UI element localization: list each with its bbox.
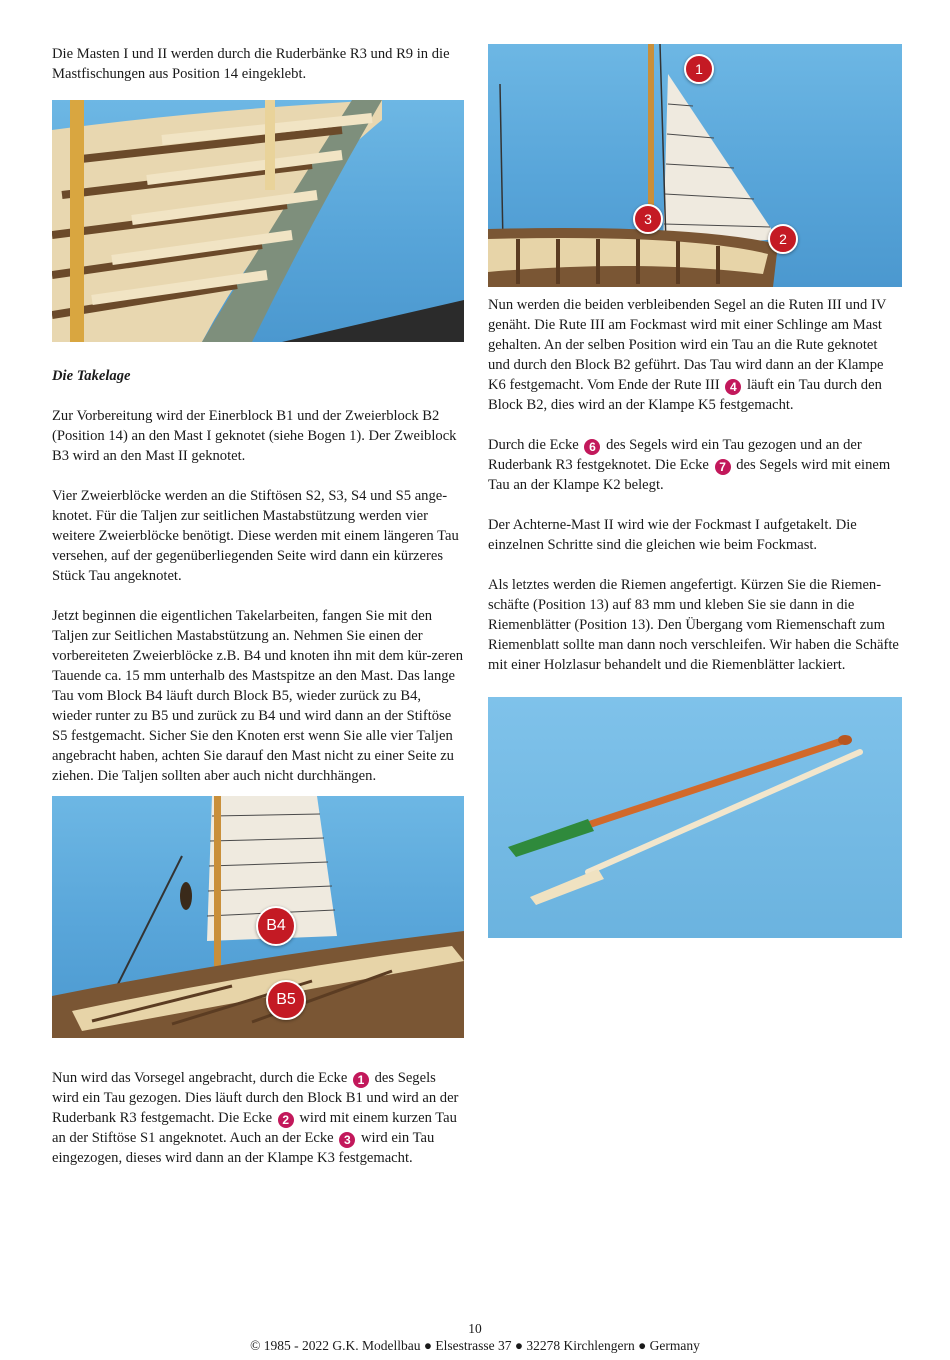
section-heading-takelage: Die Takelage	[52, 368, 131, 384]
callout-3: 3	[633, 204, 663, 234]
photo-vorsegel	[488, 44, 902, 287]
vorsegel-text-c: wird mit einem kurzen Tau an der Stiftöse S1 angeknotet. Auch an der Ecke	[52, 1110, 457, 1146]
badge-4: 4	[725, 379, 741, 395]
photo-hull-thwarts	[52, 100, 464, 342]
callout-b4: B4	[256, 906, 296, 946]
ecke-text-c: des Segels wird mit einem Tau an der Klampe K2 belegt.	[488, 457, 891, 493]
paragraph-blocks: Vier Zweierblöcke werden an die Stiftösen S2, S3, S4 und S5 ange-knotet. Für die Taljen zur seitlichen Mastabstützung werden vier weitere Zweierblöcke benötigt. Diese werden mit einem längeren Tau versehen, auf der gegenüberliegenden Seite wird dann ein kürzeres Stück Tau angeknotet.	[52, 488, 459, 584]
paragraph-rigging: Jetzt beginnen die eigentlichen Takelarbeiten, fangen Sie mit den Taljen zur Seitlichen Mastabstützung an. Nehmen Sie einen der vorbereiteten Zweierblöcke z.B. B4 und knoten ihn mit dem kür-zeren Tauende ca. 15 mm unterhalb des Mastspitze an den Mast. Das lange Tau vom Block B4 läuft durch Block B5, wieder zurück zu B4, wieder runter zu B5 und zurück zu B4 und wird dann an der Stiftöse S5 festgemacht. Sicher Sie den Knoten erst wenn Sie alle vier Taljen angebracht haben, achten Sie darauf den Mast nicht zu einer Seite zu ziehen. Die Taljen sollten aber auch nicht durchhängen.	[52, 608, 464, 784]
callout-1: 1	[684, 54, 714, 84]
photo-riemen	[488, 697, 902, 938]
ecke-text-a: Durch die Ecke	[488, 437, 579, 453]
hull-thwarts-illustration	[52, 100, 464, 342]
ecke-text-b: des Segels wird ein Tau gezogen und an der Ruderbank R3 festgeknotet. Die Ecke	[488, 437, 862, 473]
paragraph-preparation: Zur Vorbereitung wird der Einerblock B1 und der Zweierblock B2 (Position 14) an den Mast I geknotet (siehe Bogen 1). Der Zweiblock B3 wird an den Mast II geknotet.	[52, 408, 457, 464]
badge-6: 6	[584, 439, 600, 455]
paragraph-achterne-mast: Der Achterne-Mast II wird wie der Fockmast I aufgetakelt. Die einzelnen Schritte sind die gleichen wie beim Fockmast.	[488, 517, 857, 553]
page-number: 10	[468, 1321, 482, 1336]
riemen-illustration	[488, 697, 902, 938]
callout-b5: B5	[266, 980, 306, 1020]
vorsegel-text-a: Nun wird das Vorsegel angebracht, durch die Ecke	[52, 1070, 348, 1086]
badge-1: 1	[353, 1072, 369, 1088]
callout-2: 2	[768, 224, 798, 254]
intro-paragraph: Die Masten I und II werden durch die Ruderbänke R3 und R9 in die Mastfischungen aus Position 14 eingeklebt.	[52, 46, 450, 82]
ruten-text-a: Nun werden die beiden verbleibenden Segel an die Ruten III und IV genäht. Die Rute III am Fockmast wird mit einer Schlinge am Mast gehalten. An der selben Position wird ein Tau an die Rute geknotet und durch den Block B2 geführt. Das Tau wird dann an der Klampe K6 festgemacht. Vom Ende der Rute III	[488, 297, 887, 393]
ruten-text-b: läuft ein Tau durch den Block B2, dies wird an der Klampe K5 festgemacht.	[488, 377, 882, 413]
paragraph-vorsegel	[52, 1068, 464, 1168]
vorsegel-text-d: wird ein Tau eingezogen, dieses wird dann an der Klampe K3 festgemacht.	[52, 1130, 435, 1166]
left-column	[52, 44, 464, 1188]
badge-7: 7	[715, 459, 731, 475]
paragraph-ecke	[488, 435, 902, 495]
footer-copyright: © 1985 - 2022 G.K. Modellbau ● Elsestrasse 37 ● 32278 Kirchlengern ● Germany	[250, 1338, 700, 1353]
paragraph-ruten	[488, 295, 902, 415]
vorsegel-text-b: des Segels wird ein Tau gezogen. Dies läuft durch den Block B1 und wird an der Ruderbank R3 festgemacht. Die Ecke	[52, 1070, 459, 1126]
badge-3: 3	[339, 1132, 355, 1148]
badge-2: 2	[278, 1112, 294, 1128]
photo-taljen	[52, 796, 464, 1038]
paragraph-riemen: Als letztes werden die Riemen angefertigt. Kürzen Sie die Riemen-schäfte (Position 13) auf 83 mm und kleben Sie sie dann in die Riemenblätter (Position 13). Den Übergang vom Riemenschaft zum Riemenblatt sollte man dann noch verschleifen. Wir haben die Schäfte mit einer Holzlasur behandelt und die Riemenblätter lackiert.	[488, 577, 899, 673]
right-column	[488, 44, 902, 938]
